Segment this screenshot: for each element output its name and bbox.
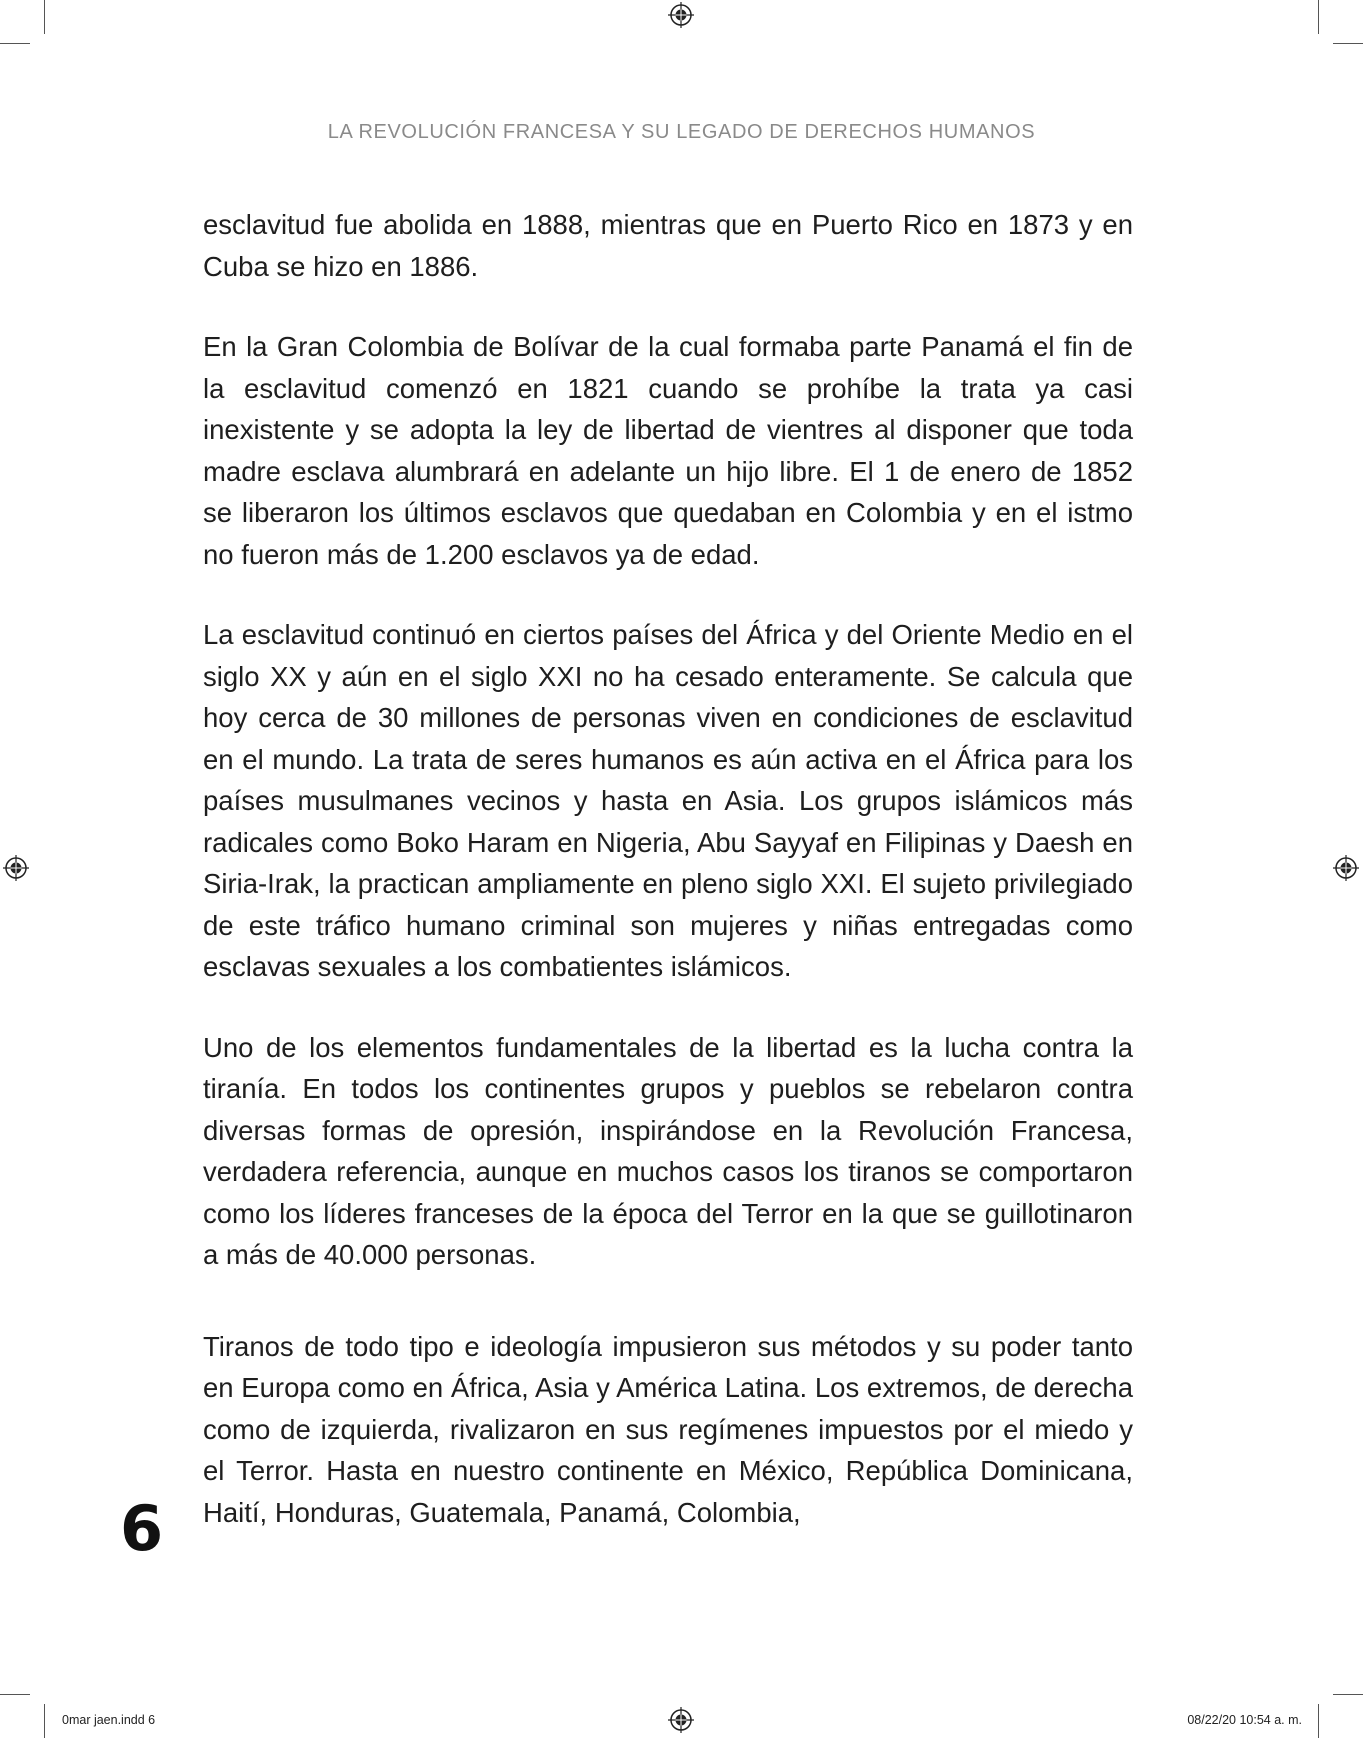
page-number: 6: [120, 1492, 164, 1565]
crop-mark-bottom-left-horizontal: [0, 1694, 30, 1695]
crop-mark-top-left-horizontal: [0, 43, 30, 44]
paragraph-5: Tiranos de todo tipo e ideología impusieron sus métodos y su poder tanto en Europa como en África, Asia y América Latina. Los extremos, de derecha como de izquierda, rivalizaron en sus regímenes impuestos por el miedo y el Terror. Hasta en nuestro continente en México, República Dominicana, Haití, Honduras, Guatemala, Panamá, Colombia,: [203, 1330, 1133, 1528]
crop-mark-bottom-right-vertical: [1318, 1704, 1319, 1738]
crop-mark-bottom-right-horizontal: [1333, 1694, 1363, 1695]
body-text: [203, 204, 1133, 1572]
crop-mark-bottom-left-vertical: [44, 1704, 45, 1738]
registration-mark-left-icon: [3, 855, 29, 881]
paragraph-4: Uno de los elementos fundamentales de la libertad es la lucha contra la tiranía. En todos los continentes grupos y pueblos se rebelaron contra diversas formas de opresión, inspirándose en la Revolución Francesa, verdadera referencia, aunque en muchos casos los tiranos se comportaron como los líderes franceses de la época del Terror en la que se guillotinaron a más de 40.000 personas.: [203, 1031, 1133, 1270]
paragraph-2: En la Gran Colombia de Bolívar de la cual formaba parte Panamá el fin de la esclavitud comenzó en 1821 cuando se prohíbe la trata ya casi inexistente y se adopta la ley de libertad de vientres al disponer que toda madre esclava alumbrará en adelante un hijo libre. El 1 de enero de 1852 se liberaron los últimos esclavos que quedaban en Colombia y en el istmo no fueron más de 1.200 esclavos ya de edad.: [203, 331, 1133, 570]
crop-mark-top-right-vertical: [1318, 0, 1319, 34]
registration-mark-bottom-icon: [668, 1707, 694, 1733]
running-head: LA REVOLUCIÓN FRANCESA Y SU LEGADO DE DERECHOS HUMANOS: [327, 121, 1036, 143]
slug-file-info: 0mar jaen.indd 6: [62, 1713, 156, 1727]
crop-mark-top-right-horizontal: [1333, 43, 1363, 44]
registration-mark-right-icon: [1333, 855, 1359, 881]
paragraph-3: La esclavitud continuó en ciertos países del África y del Oriente Medio en el siglo XX y aún en el siglo XXI no ha cesado enteramente. Se calcula que hoy cerca de 30 millones de personas viven en condiciones de esclavitud en el mundo. La trata de seres humanos es aún activa en el África para los países musulmanes vecinos y hasta en Asia. Los grupos islámicos más radicales como Boko Haram en Nigeria, Abu Sayyaf en Filipinas y Daesh en Siria-Irak, la practican ampliamente en pleno siglo XXI. El sujeto privilegiado de este tráfico humano criminal son mujeres y niñas entregadas como esclavas sexuales a los combatientes islámicos.: [203, 619, 1133, 982]
slug-date-time: 08/22/20 10:54 a. m.: [1187, 1713, 1302, 1727]
registration-mark-top-icon: [668, 2, 694, 28]
crop-mark-top-left-vertical: [44, 0, 45, 34]
paragraph-1: esclavitud fue abolida en 1888, mientras que en Puerto Rico en 1873 y en Cuba se hizo en 1886.: [203, 209, 1133, 282]
